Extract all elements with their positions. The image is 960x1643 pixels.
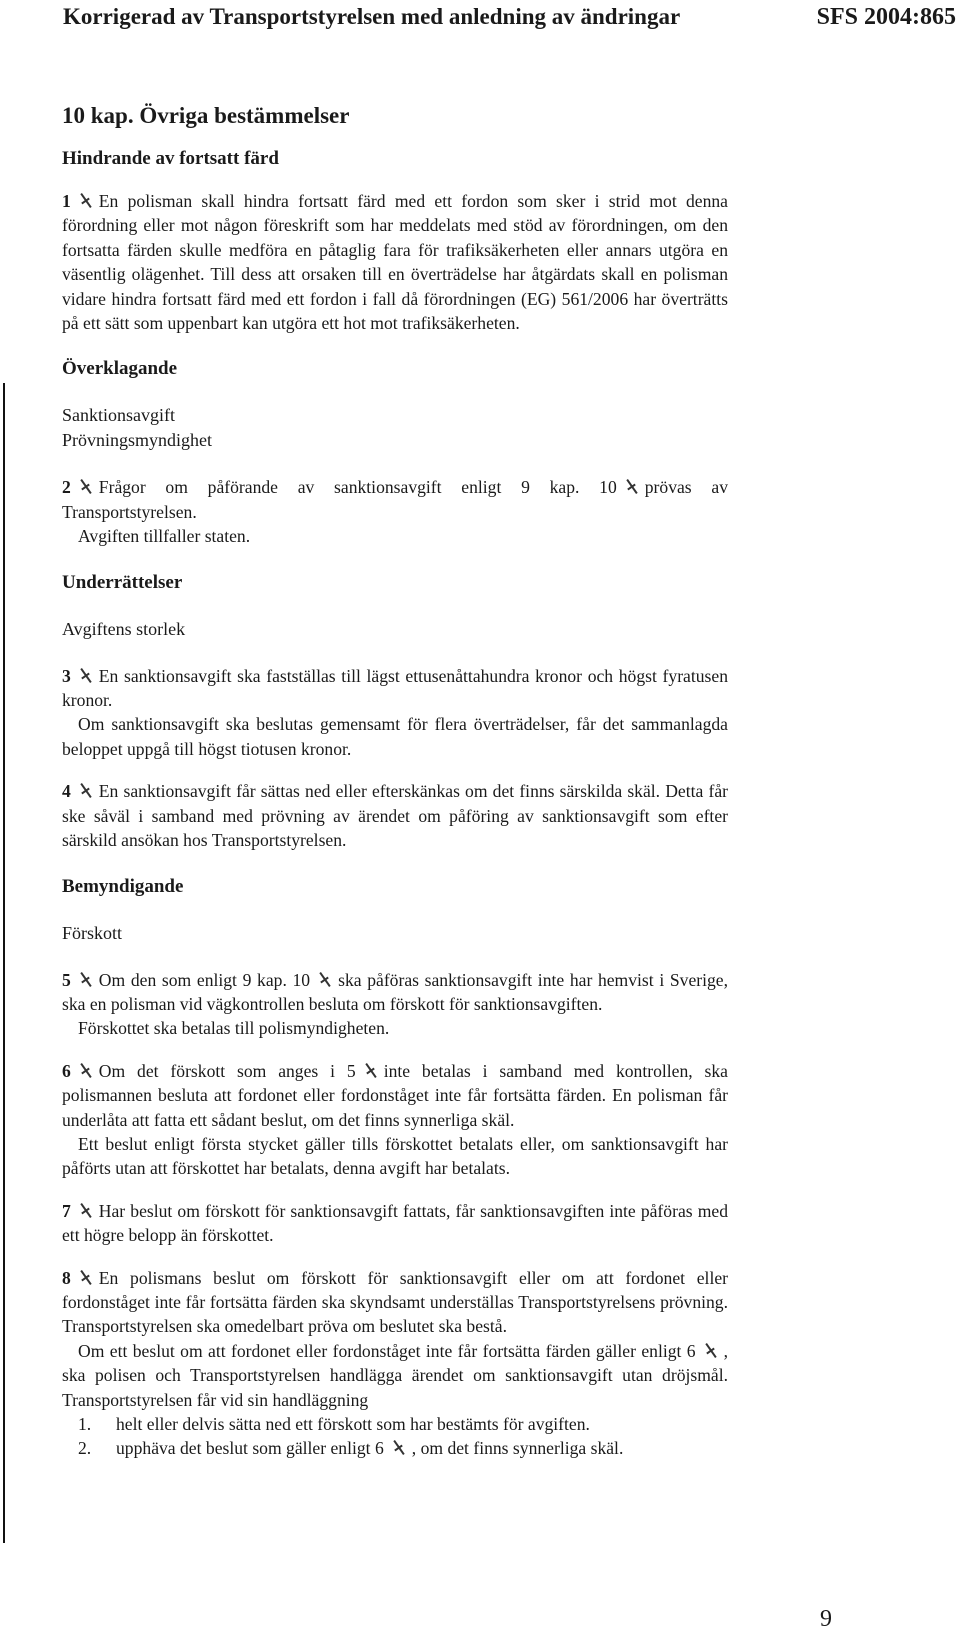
paragraph-text: Har beslut om förskott för sanktionsavgift fattats, får sanktionsavgiften inte påföras med ett högre belopp än förskottet.	[62, 1200, 728, 1246]
paragraph-number: 4	[62, 781, 71, 802]
heading-hindrande: Hindrande av fortsatt färd	[62, 148, 279, 169]
numbered-list	[62, 1412, 728, 1461]
paragraph-number: 1	[62, 191, 71, 211]
section-sign-icon	[706, 1342, 716, 1359]
paragraph-5-second: Förskottet ska betalas till polismyndigheten.	[78, 1018, 390, 1039]
paragraph-text-cont: prövas av Transportstyrelsen.	[62, 477, 728, 522]
paragraph-7	[62, 1199, 728, 1248]
subheading-provningsmyndighet: Prövningsmyndighet	[62, 430, 213, 451]
paragraph-text-cont: ska påföras sanktionsavgift inte har hemvist i Sverige, ska en polisman vid vägkontrollen besluta om förskott för sanktionsavgiften.	[62, 969, 729, 1014]
subheading-forskott: Förskott	[62, 922, 123, 943]
running-header-title: Korrigerad av Transportstyrelsen med anledning av ändringar	[63, 4, 681, 29]
section-sign-icon	[81, 1062, 91, 1079]
paragraph-number: 8	[62, 1267, 71, 1288]
heading-underrattelser: Underrättelser	[62, 571, 183, 593]
section-sign-icon	[81, 782, 91, 799]
subheading-sanktionsavgift: Sanktionsavgift	[62, 405, 175, 426]
list-item-text-part: upphäva det beslut som gäller enligt 6	[116, 1438, 384, 1459]
list-item-text	[116, 1436, 623, 1460]
heading-overklagande: Överklagande	[62, 358, 178, 380]
main-content	[62, 102, 728, 1461]
paragraph-text-cont: inte betalas i samband med kontrollen, ska polismannen besluta att fordonet eller fordonståget inte får fortsätta färden. En polisman får underlåta att fatta ett sådant beslut, om det finns synnerliga skäl.	[62, 1060, 728, 1130]
change-margin-bar	[3, 383, 5, 1543]
list-item	[78, 1436, 728, 1460]
section-sign-icon	[81, 971, 91, 988]
paragraph-text: Om ett beslut om att fordonet eller fordonståget inte får fortsätta färden gäller enligt 6	[78, 1340, 696, 1361]
subheading-avgiftens-storlek: Avgiftens storlek	[62, 618, 186, 639]
list-item-number: 1.	[78, 1414, 92, 1434]
section-sign-icon	[81, 1269, 91, 1286]
paragraph-text: En polisman skall hindra fortsatt färd med ett fordon som sker i strid mot denna förordning eller mot någon föreskrift som har meddelats med stöd av förordningen, om den fortsatta färden skulle medföra en påtaglig fara för trafiksäkerheten eller annars utgöra en väsentlig olägenhet. Till dess att orsaken till en överträdelse har åtgärdats skall en polisman vidare hindra fortsatt färd med ett fordon i fall då förordningen (EG) 561/2006 har överträtts på ett sätt som uppenbart kan utgöra ett hot mot trafiksäkerheten.	[62, 191, 728, 334]
paragraph-text: En sanktionsavgift får sättas ned eller efterskänkas om det finns särskilda skäl. Detta får ske såväl i samband med prövning av ärendet om påföring av sanktionsavgift som efter särskild ansökan hos Transportstyrelsen.	[62, 781, 728, 851]
paragraph-8-second	[62, 1339, 728, 1412]
list-item-text-cont: , om det finns synnerliga skäl.	[411, 1438, 624, 1459]
paragraph-2	[62, 475, 728, 524]
paragraph-text: En polismans beslut om förskott för sanktionsavgift eller om att fordonet eller fordonståget inte får fortsätta färden ska skyndsamt underställas Transportstyrelsens prövning. Transportstyrelsen ska omedelbart pröva om beslutet ska bestå.	[62, 1267, 728, 1337]
running-header-sfs-number: SFS 2004:865	[816, 4, 956, 30]
paragraph-number: 2	[62, 477, 71, 498]
paragraph-number: 3	[62, 665, 71, 686]
list-item	[78, 1412, 728, 1436]
paragraph-number: 5	[62, 969, 71, 990]
section-sign-icon	[627, 478, 637, 495]
paragraph-6	[62, 1059, 728, 1132]
section-sign-icon	[81, 667, 91, 684]
paragraph-number: 6	[62, 1060, 71, 1081]
section-sign-icon	[81, 1202, 91, 1219]
section-sign-icon	[81, 478, 91, 495]
list-item-number: 2.	[78, 1438, 92, 1459]
paragraph-2-second: Avgiften tillfaller staten.	[78, 526, 251, 547]
paragraph-6-second: Ett beslut enligt första stycket gäller tills förskottet betalats eller, om sanktionsavgift har påförts utan att förskottet har betalats, denna avgift har betalats.	[62, 1133, 728, 1179]
paragraph-text: Om det förskott som anges i 5	[98, 1060, 356, 1081]
section-sign-icon	[366, 1062, 376, 1079]
section-sign-icon	[81, 192, 91, 209]
paragraph-text: Frågor om påförande av sanktionsavgift enligt 9 kap. 10	[98, 477, 617, 498]
paragraph-text-cont: , ska polisen och Transportstyrelsen handlägga ärendet om sanktionsavgift utan dröjsmål. Transportstyrelsen får vid sin handläggning	[62, 1340, 728, 1410]
paragraph-number: 7	[62, 1200, 71, 1221]
paragraph-1	[62, 189, 728, 335]
paragraph-text: Om den som enligt 9 kap. 10	[98, 969, 311, 990]
section-sign-icon	[394, 1439, 404, 1456]
list-item-text: helt eller delvis sätta ned ett förskott som har bestämts för avgiften.	[116, 1414, 590, 1434]
paragraph-4	[62, 779, 728, 852]
paragraph-3	[62, 664, 728, 713]
paragraph-5	[62, 968, 728, 1017]
chapter-title: 10 kap. Övriga bestämmelser	[62, 103, 350, 128]
paragraph-8	[62, 1266, 728, 1339]
section-sign-icon	[320, 971, 330, 988]
page-number: 9	[820, 1606, 832, 1632]
heading-bemyndigande: Bemyndigande	[62, 875, 184, 897]
paragraph-text: En sanktionsavgift ska fastställas till lägst ettusenåttahundra kronor och högst fyratusen kronor.	[62, 665, 728, 711]
paragraph-3-second: Om sanktionsavgift ska beslutas gemensamt för flera överträdelser, får det sammanlagda beloppet uppgå till högst tiotusen kronor.	[62, 714, 728, 759]
